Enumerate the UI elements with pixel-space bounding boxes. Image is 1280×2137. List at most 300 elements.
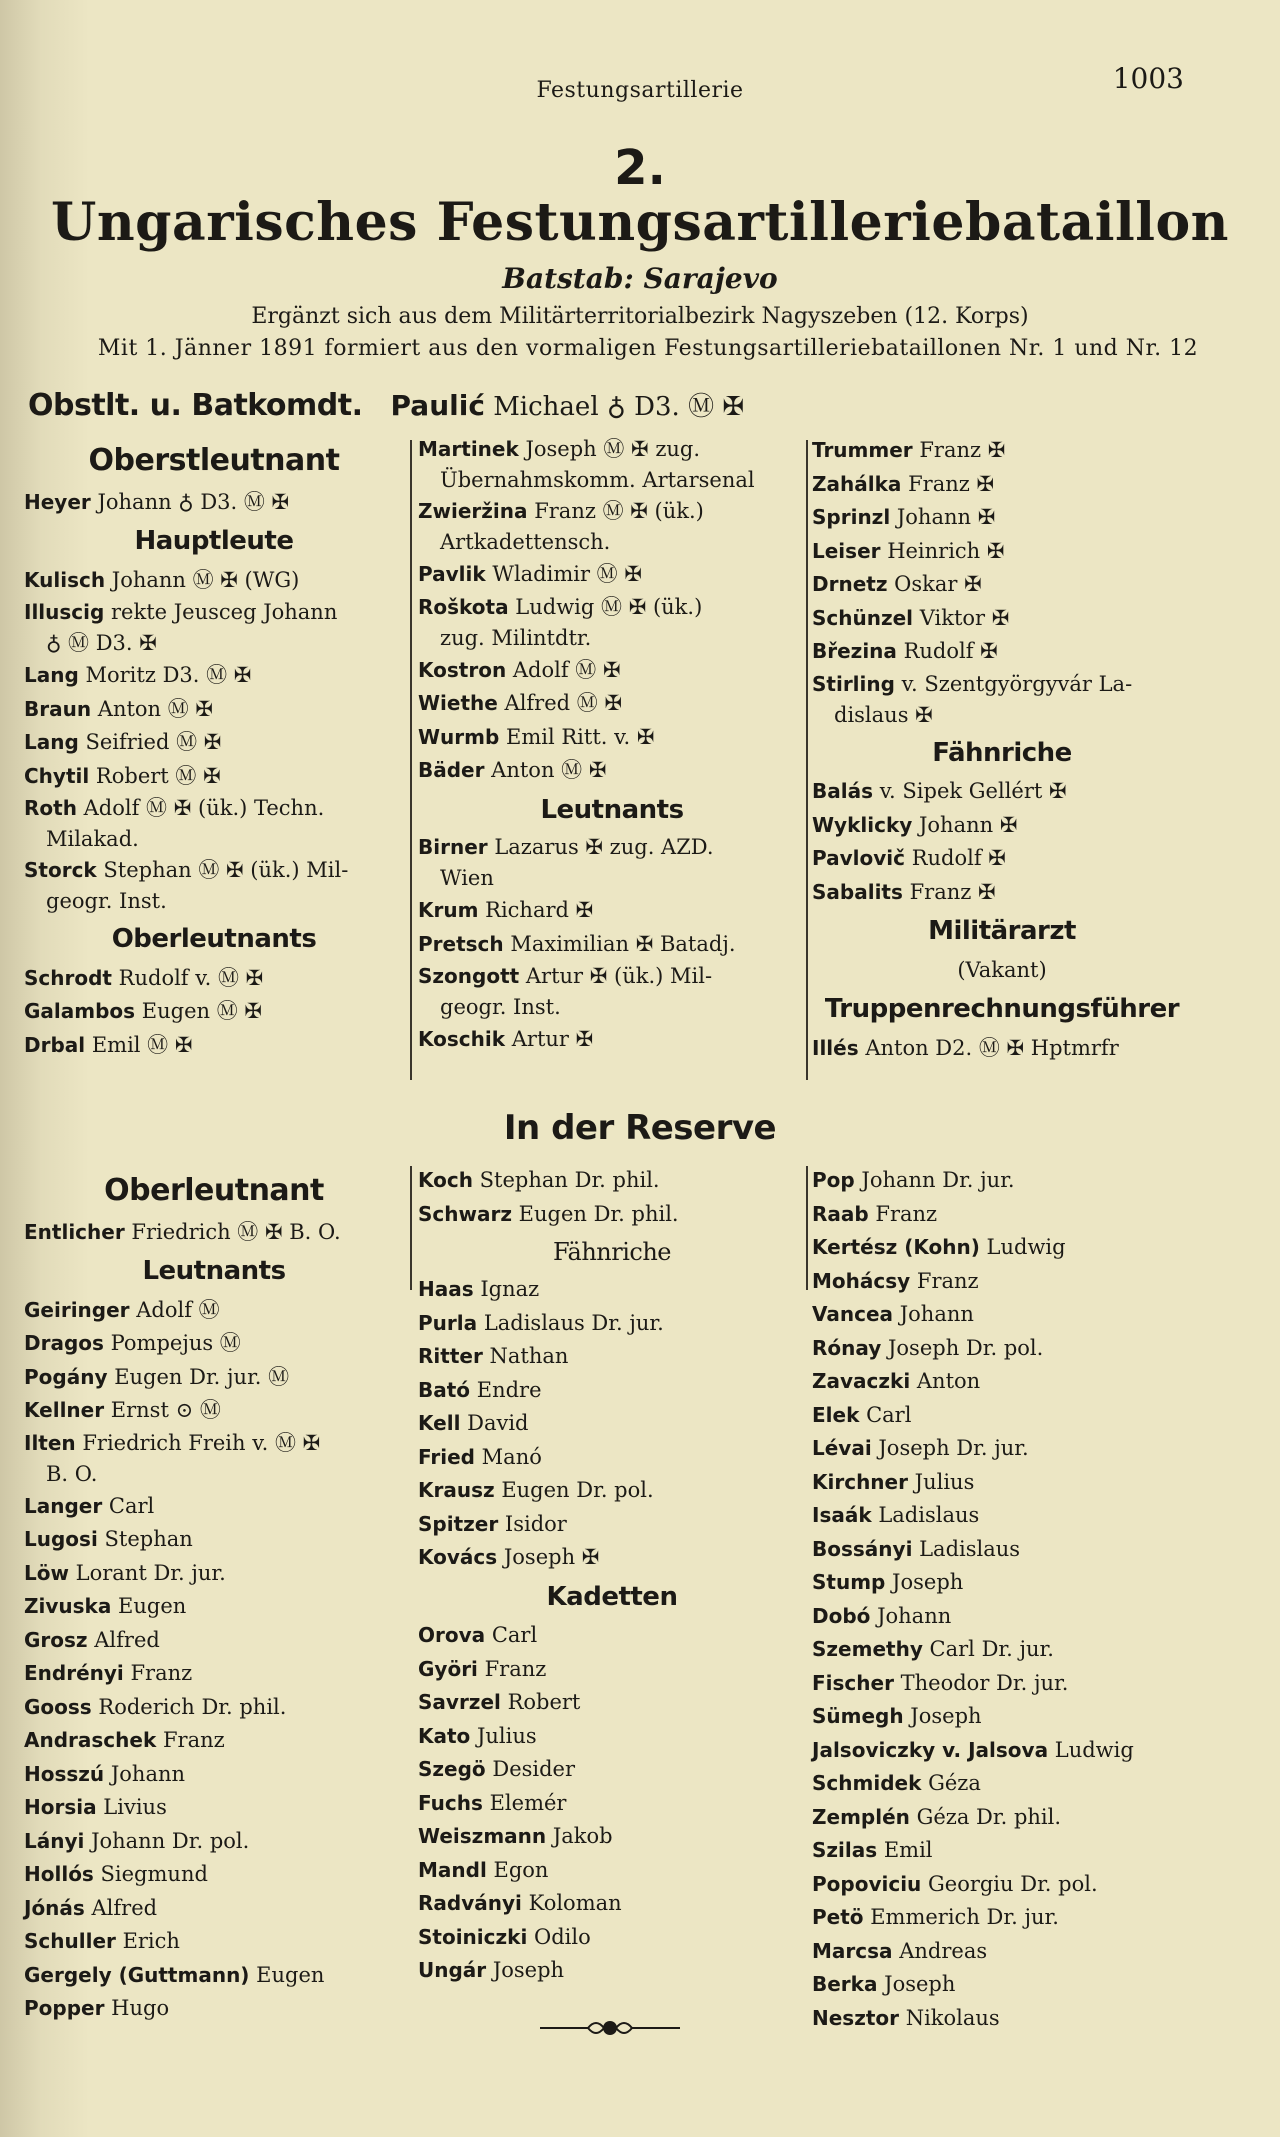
officer-details: Stephan Dr. phil. [479, 1168, 660, 1192]
officer-surname: Wurmb [418, 724, 500, 749]
vacancy-note: (Vakant) [957, 957, 1047, 982]
commander-surname: Paulić [390, 389, 485, 422]
officer-surname: Jónás [24, 1895, 85, 1920]
officer-details: Stephan [104, 1527, 193, 1551]
officer-entry [24, 1490, 404, 1524]
officer-surname: Elek [812, 1402, 860, 1427]
officer-surname: Illés [812, 1035, 859, 1060]
officer-details: Franz Ⓜ ✠ (ük.) [534, 499, 704, 523]
officer-details: Franz ✠ [919, 438, 1006, 462]
officer-surname: Zavaczki [812, 1369, 911, 1393]
officer-entry [24, 1557, 404, 1591]
officer-details: Maximilian ✠ Batadj. [510, 931, 736, 956]
officer-surname: Braun [24, 696, 92, 721]
officer-entry [812, 1901, 1192, 1935]
officer-details: Franz ✠ [909, 879, 996, 904]
officer-surname: Dragos [24, 1331, 104, 1355]
officer-entry [418, 1921, 806, 1955]
officer-entry [812, 468, 1192, 502]
officer-details-continued: geogr. Inst. [440, 995, 561, 1019]
section-heading: Leutnants [142, 1256, 286, 1286]
officer-surname: Schrodt [24, 965, 112, 990]
officer-surname: Sabalits [812, 879, 903, 904]
officer-entry [812, 602, 1192, 636]
officer-details: Eugen Dr. pol. [501, 1478, 654, 1502]
officer-entry [24, 564, 404, 598]
section-heading: Hauptleute [134, 526, 294, 556]
officer-details: Adolf Ⓜ ✠ [512, 657, 621, 682]
officer-surname: Leiser [812, 538, 881, 563]
recruitment-note: Ergänzt sich aus dem Militärterritorialbezirk Nagyszeben (12. Korps) [251, 304, 1029, 329]
section-heading: Fähnriche [932, 737, 1072, 768]
officer-surname: Löw [24, 1560, 69, 1585]
officer-details: Heinrich ✠ [887, 538, 1005, 563]
officer-details: Alfred Ⓜ ✠ [504, 691, 623, 715]
officer-entry [812, 1868, 1192, 1902]
officer-surname: Březina [812, 639, 897, 663]
officer-details: Carl [108, 1493, 155, 1518]
officer-details: Georgiu Dr. pol. [927, 1871, 1098, 1896]
battalion-commander [28, 386, 744, 423]
officer-entry [812, 1432, 1192, 1466]
officer-surname: Stoiniczki [418, 1924, 528, 1949]
officer-surname: Radványi [418, 1891, 522, 1915]
active-column-3 [812, 434, 1192, 1065]
officer-surname: Andraschek [24, 1728, 157, 1752]
officer-entry [24, 693, 404, 727]
officer-details: Andreas [899, 1938, 988, 1963]
officer-details: rekte Jeusceg Johann [111, 600, 338, 624]
reserve-column-3 [812, 1164, 1192, 2035]
section-heading: Kadetten [546, 1581, 678, 1612]
officer-entry [812, 1332, 1192, 1366]
officer-entry [812, 876, 1192, 910]
officer-details: Ludwig Ⓜ ✠ (ük.) [515, 594, 703, 619]
officer-surname: Kulisch [24, 567, 106, 592]
officer-details: Eugen [118, 1594, 187, 1618]
officer-entry [24, 1428, 404, 1490]
officer-details: Eugen [256, 1962, 325, 1987]
officer-entry [418, 687, 806, 721]
section-heading: Truppenrechnungsführer [824, 994, 1180, 1024]
officer-entry [812, 1265, 1192, 1299]
officer-entry [24, 1361, 404, 1395]
officer-details: Adolf Ⓜ ✠ (ük.) Techn. [83, 796, 325, 820]
officer-entry [418, 1198, 806, 1232]
officer-surname: Szemethy [812, 1637, 923, 1661]
officer-details: Géza [928, 1771, 981, 1795]
officer-surname: Hollós [24, 1862, 94, 1886]
section-heading: Militärarzt [928, 916, 1076, 946]
officer-details: Nikolaus [905, 2005, 1000, 2030]
officer-details: Emil Ritt. v. ✠ [506, 724, 655, 749]
officer-surname: Fried [418, 1444, 475, 1469]
officer-entry [812, 1399, 1192, 1433]
officer-surname: Roth [24, 796, 77, 820]
officer-surname: Krum [418, 898, 479, 922]
officer-entry [24, 1992, 404, 2026]
officer-surname: Popoviciu [812, 1871, 922, 1896]
officer-surname: Györi [418, 1656, 478, 1681]
officer-details: Franz [162, 1728, 225, 1752]
column-divider [410, 1166, 412, 1290]
officer-entry [812, 1767, 1192, 1801]
officer-entry [418, 1954, 806, 1988]
officer-details: Joseph [492, 1958, 565, 1982]
commander-rank: Obstlt. u. Batkomdt. [28, 388, 363, 423]
officer-surname: Ungár [418, 1958, 487, 1982]
officer-entry [418, 1273, 806, 1307]
officer-surname: Mandl [418, 1857, 487, 1882]
officer-surname: Zivuska [24, 1594, 112, 1618]
officer-surname: Galambos [24, 999, 136, 1023]
officer-details: Adolf Ⓜ [136, 1297, 220, 1322]
officer-details-continued: zug. Milintdtr. [440, 625, 592, 650]
officer-details: Emil [883, 1838, 933, 1862]
officer-details: Anton D2. Ⓜ ✠ Hptmrfr [865, 1035, 1119, 1060]
officer-entry [812, 1600, 1192, 1634]
officer-entry [24, 760, 404, 794]
officer-details: Wladimir Ⓜ ✠ [492, 562, 642, 586]
officer-entry [24, 793, 404, 855]
officer-details: Géza Dr. phil. [916, 1804, 1062, 1829]
officer-details: Roderich Dr. phil. [98, 1694, 287, 1719]
officer-entry [24, 1724, 404, 1758]
officer-details: Johann Dr. jur. [861, 1168, 1015, 1192]
officer-details-continued: Artkadettensch. [440, 530, 611, 554]
officer-surname: Isaák [812, 1503, 872, 1527]
officer-surname: Lugosi [24, 1527, 98, 1551]
officer-surname: Koschik [418, 1027, 506, 1051]
officer-details-continued: geogr. Inst. [46, 889, 167, 913]
officer-surname: Ilten [24, 1430, 76, 1455]
officer-details: Ignaz [480, 1277, 540, 1301]
section-heading: Oberstleutnant [88, 443, 340, 478]
officer-details: v. Sipek Gellért ✠ [879, 779, 1067, 803]
officer-details-continued: Übernahmskomm. Artarsenal [440, 468, 755, 492]
officer-surname: Savrzel [418, 1690, 501, 1714]
officer-entry [24, 1523, 404, 1557]
officer-details: Ludwig [1054, 1737, 1134, 1762]
officer-surname: Szegö [418, 1757, 486, 1781]
officer-entry [24, 486, 404, 520]
officer-surname: Marcsa [812, 1938, 893, 1963]
column-divider [410, 440, 412, 1080]
officer-details: Nathan [489, 1344, 569, 1368]
officer-details: Johann [877, 1603, 952, 1628]
officer-details: Richard ✠ [485, 898, 594, 922]
officer-details: v. Szentgyörgyvár La- [901, 671, 1133, 696]
officer-surname: Kato [418, 1723, 471, 1748]
officer-surname: Bossányi [812, 1536, 913, 1561]
officer-entry [418, 928, 806, 962]
officer-surname: Spitzer [418, 1511, 499, 1536]
officer-entry [418, 1474, 806, 1508]
officer-details: Joseph Dr. pol. [887, 1335, 1044, 1360]
officer-entry [418, 961, 806, 1023]
officer-details: David [467, 1411, 529, 1435]
officer-details: Odilo [534, 1924, 591, 1949]
officer-surname: Horsia [24, 1795, 97, 1819]
officer-details: Seifried Ⓜ ✠ [85, 730, 222, 754]
officer-surname: Pavlik [418, 562, 486, 586]
officer-surname: Illuscig [24, 600, 105, 624]
officer-details: Emmerich Dr. jur. [870, 1905, 1059, 1929]
officer-entry [418, 1787, 806, 1821]
officer-surname: Szilas [812, 1838, 878, 1862]
officer-surname: Roškota [418, 594, 509, 619]
officer-surname: Vancea [812, 1302, 894, 1326]
officer-details: Johann ✠ [919, 812, 1018, 837]
officer-details: Moritz D3. Ⓜ ✠ [85, 663, 252, 687]
officer-surname: Bató [418, 1377, 471, 1402]
officer-entry [812, 809, 1192, 843]
officer-surname: Langer [24, 1493, 103, 1518]
officer-details: Ernst ⊙ Ⓜ [110, 1398, 221, 1422]
officer-surname: Schünzel [812, 605, 914, 630]
officer-entry [418, 1753, 806, 1787]
officer-details: Lazarus ✠ zug. AZD. [494, 835, 714, 859]
officer-surname: Popper [24, 1996, 105, 2020]
officer-details: Elemér [489, 1790, 567, 1815]
officer-entry [24, 726, 404, 760]
officer-surname: Zahálka [812, 471, 902, 496]
officer-surname: Schuller [24, 1929, 116, 1953]
officer-details: Anton [916, 1369, 981, 1393]
running-head: Festungsartillerie [536, 78, 744, 103]
officer-surname: Gergely (Guttmann) [24, 1962, 250, 1987]
officer-surname: Rónay [812, 1335, 882, 1360]
officer-surname: Pretsch [418, 931, 504, 956]
section-heading: Leutnants [540, 794, 684, 825]
officer-entry [418, 592, 806, 654]
officer-entry [24, 1758, 404, 1792]
officer-details: Joseph ✠ [503, 1545, 600, 1569]
officer-entry [24, 1327, 404, 1361]
officer-entry [812, 635, 1192, 669]
officer-entry [24, 1825, 404, 1859]
officer-details: Emil Ⓜ ✠ [91, 1032, 193, 1057]
officer-details: Manó [481, 1444, 542, 1469]
officer-details: Johann [899, 1302, 974, 1326]
officer-details: Julius [914, 1469, 975, 1494]
officer-entry [812, 1298, 1192, 1332]
section-heading: Oberleutnants [111, 924, 317, 954]
officer-surname: Pavlovič [812, 846, 905, 870]
officer-surname: Lang [24, 730, 79, 754]
officer-surname: Hosszú [24, 1761, 105, 1786]
officer-details: Stephan Ⓜ ✠ (ük.) Mil- [103, 858, 349, 882]
officer-details: Anton Ⓜ ✠ [97, 696, 214, 721]
officer-surname: Sprinzl [812, 505, 891, 529]
officer-entry [418, 1340, 806, 1374]
officer-entry [812, 669, 1192, 731]
officer-entry [812, 1667, 1192, 1701]
officer-details: Ladislaus [919, 1536, 1021, 1561]
officer-surname: Stump [812, 1570, 886, 1594]
officer-surname: Balás [812, 779, 873, 803]
officer-entry [418, 1374, 806, 1408]
officer-surname: Storck [24, 858, 97, 882]
officer-entry [24, 1624, 404, 1658]
officer-entry [24, 1394, 404, 1428]
officer-details: Johann Ⓜ ✠ (WG) [111, 567, 300, 592]
officer-entry [812, 1499, 1192, 1533]
officer-details: Oskar ✠ [894, 572, 982, 596]
end-ornament [540, 2014, 680, 2042]
officer-details: Pompejus Ⓜ [110, 1331, 241, 1355]
officer-entry [812, 1633, 1192, 1667]
reserve-column-2 [418, 1164, 806, 1988]
officer-details: Ludwig [986, 1235, 1066, 1259]
officer-entry [812, 1231, 1192, 1265]
officer-surname: Dobó [812, 1603, 871, 1628]
battalion-staff: Batstab: Sarajevo [502, 262, 778, 295]
officer-entry [812, 1365, 1192, 1399]
officer-surname: Haas [418, 1277, 474, 1301]
officer-entry [418, 1407, 806, 1441]
officer-surname: Raab [812, 1201, 869, 1226]
officer-surname: Kertész (Kohn) [812, 1235, 980, 1259]
officer-entry [812, 535, 1192, 569]
officer-details: Joseph [910, 1704, 982, 1728]
officer-surname: Endrényi [24, 1661, 124, 1685]
officer-entry [24, 1029, 404, 1063]
officer-details: Joseph Ⓜ ✠ zug. [525, 437, 701, 461]
officer-surname: Lányi [24, 1828, 85, 1853]
officer-entry [418, 1023, 806, 1057]
officer-entry [24, 995, 404, 1029]
reserve-heading: In der Reserve [503, 1108, 777, 1148]
officer-surname: Purla [418, 1310, 478, 1335]
officer-surname: Pogány [24, 1364, 108, 1389]
officer-details-continued: ♁ Ⓜ D3. ✠ [46, 631, 157, 655]
officer-entry [812, 1566, 1192, 1600]
officer-entry [418, 558, 806, 592]
officer-entry [812, 1935, 1192, 1969]
officer-details: Alfred [94, 1627, 160, 1652]
officer-details: Carl [866, 1402, 912, 1427]
officer-surname: Fuchs [418, 1790, 483, 1815]
officer-details: Johann Dr. pol. [91, 1828, 250, 1853]
officer-details: Anton Ⓜ ✠ [491, 758, 607, 782]
officer-entry [812, 568, 1192, 602]
officer-surname: Kell [418, 1411, 461, 1435]
officer-details: Endre [476, 1377, 542, 1402]
officer-surname: Trummer [812, 438, 913, 462]
officer-details: Eugen Ⓜ ✠ [141, 999, 262, 1023]
officer-details: Robert [507, 1690, 581, 1714]
officer-details: Artur ✠ [511, 1027, 594, 1051]
officer-details: Egon [493, 1857, 549, 1882]
officer-details: Theodor Dr. jur. [900, 1670, 1069, 1695]
officer-surname: Zemplén [812, 1804, 910, 1829]
officer-surname: Mohácsy [812, 1268, 911, 1293]
officer-entry [418, 754, 806, 788]
officer-entry [24, 855, 404, 917]
officer-details: Johann ✠ [896, 505, 996, 529]
officer-entry [418, 1720, 806, 1754]
officer-entry [812, 1801, 1192, 1835]
officer-surname: Heyer [24, 489, 91, 514]
officer-details: Joseph [892, 1570, 964, 1594]
officer-surname: Pop [812, 1168, 855, 1192]
officer-entry [418, 1854, 806, 1888]
officer-details: Ladislaus [878, 1503, 980, 1527]
officer-entry [24, 1590, 404, 1624]
officer-surname: Lévai [812, 1436, 872, 1460]
officer-surname: Fischer [812, 1670, 894, 1695]
officer-entry [24, 1294, 404, 1328]
officer-entry [418, 1653, 806, 1687]
officer-details: Isidor [504, 1511, 567, 1536]
officer-surname: Wiethe [418, 691, 498, 715]
officer-details: Franz ✠ [908, 471, 995, 496]
section-heading: Oberleutnant [104, 1173, 324, 1208]
officer-details: Desider [492, 1757, 576, 1781]
officer-entry [418, 1887, 806, 1921]
officer-entry [418, 1619, 806, 1653]
officer-details-continued: B. O. [46, 1461, 98, 1486]
column-divider [806, 1166, 808, 1290]
officer-entry [24, 1791, 404, 1825]
officer-entry [418, 1164, 806, 1198]
officer-entry [812, 2002, 1192, 2036]
officer-entry [812, 1734, 1192, 1768]
officer-entry [24, 1657, 404, 1691]
officer-entry [418, 654, 806, 688]
officer-surname: Kirchner [812, 1469, 908, 1494]
officer-details: Carl Dr. jur. [929, 1637, 1054, 1661]
officer-surname: Petö [812, 1905, 864, 1929]
officer-surname: Drbal [24, 1032, 86, 1057]
officer-details: Rudolf v. Ⓜ ✠ [118, 965, 264, 990]
officer-details: Franz [916, 1268, 979, 1293]
column-divider [806, 440, 808, 1080]
officer-surname: Berka [812, 1972, 878, 1996]
officer-entry [418, 894, 806, 928]
officer-surname: Entlicher [24, 1219, 125, 1244]
active-column-2 [418, 434, 806, 1057]
officer-details-continued: Milakad. [46, 827, 139, 851]
officer-details: Robert Ⓜ ✠ [95, 763, 221, 788]
page-title: Ungarisches Festungsartilleriebataillon [51, 192, 1229, 253]
officer-details: Rudolf ✠ [903, 639, 998, 663]
officer-surname: Wyklicky [812, 812, 913, 837]
officer-surname: Ritter [418, 1344, 483, 1368]
officer-surname: Geiringer [24, 1297, 130, 1322]
officer-entry [812, 1032, 1192, 1066]
officer-entry [812, 1164, 1192, 1198]
officer-surname: Jalsoviczky v. Jalsova [812, 1737, 1049, 1762]
officer-surname: Lang [24, 663, 79, 687]
officer-details: Hugo [111, 1996, 170, 2020]
officer-details: Ladislaus Dr. jur. [483, 1310, 664, 1335]
officer-surname: Kovács [418, 1545, 498, 1569]
officer-surname: Schwarz [418, 1201, 512, 1226]
officer-entry [24, 597, 404, 659]
officer-surname: Nesztor [812, 2005, 900, 2030]
officer-surname: Stirling [812, 671, 895, 696]
officer-entry [418, 1441, 806, 1475]
officer-details: Livius [103, 1795, 167, 1819]
officer-details-continued: Wien [440, 866, 494, 890]
officer-details-continued: dislaus ✠ [834, 702, 933, 727]
formation-note: Mit 1. Jänner 1891 formiert aus den vormaligen Festungsartilleriebataillonen Nr. 1 und Nr. 12 [97, 336, 1199, 361]
officer-details: Eugen Dr. jur. Ⓜ [114, 1364, 290, 1389]
officer-details: Siegmund [100, 1862, 208, 1886]
officer-details: Alfred [91, 1895, 158, 1920]
